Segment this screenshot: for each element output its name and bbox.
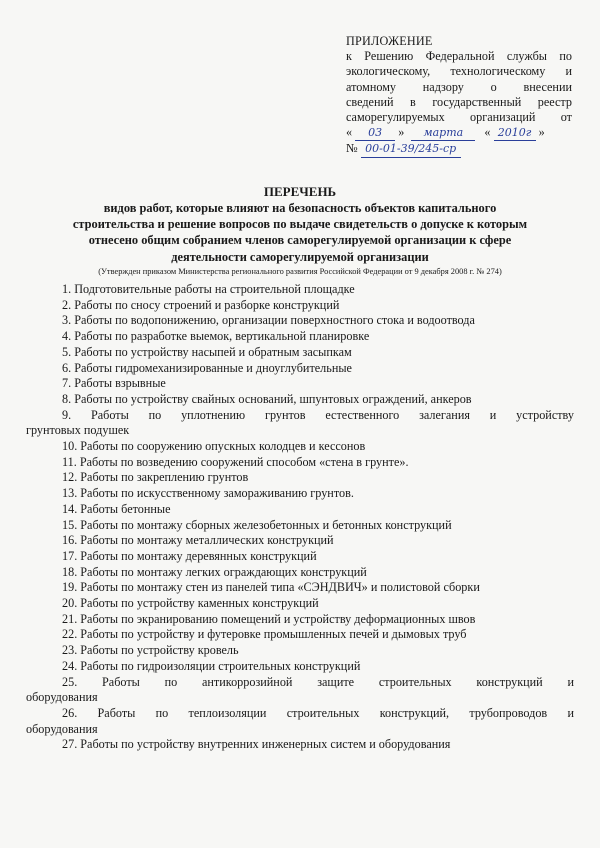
list-item: 7. Работы взрывные bbox=[62, 376, 166, 391]
subtitle-line: отнесено общим собранием членов саморегулируемой организации к сфере bbox=[88, 233, 512, 248]
list-item: 23. Работы по устройству кровель bbox=[62, 643, 239, 658]
appendix-line: атомному надзору о внесении bbox=[346, 79, 572, 94]
list-item: 22. Работы по устройству и футеровке промышленных печей и дымовых труб bbox=[62, 627, 467, 642]
list-item: 27. Работы по устройству внутренних инженерных систем и оборудования bbox=[62, 737, 451, 752]
appendix-block bbox=[346, 34, 572, 158]
appendix-line: экологическому, технологическому и bbox=[346, 64, 572, 79]
handwritten-year: 2010г bbox=[494, 125, 536, 141]
subtitle-line: видов работ, которые влияют на безопасность объектов капитального bbox=[103, 201, 497, 215]
list-item: 19. Работы по монтажу стен из панелей типа «СЭНДВИЧ» и полистовой сборки bbox=[62, 580, 480, 595]
subtitle-line: строительства и решение вопросов по выдаче свидетельств о допуске к которым bbox=[72, 217, 528, 232]
list-item: 4. Работы по разработке выемок, вертикальной планировке bbox=[62, 329, 370, 344]
list-item: 20. Работы по устройству каменных конструкций bbox=[62, 596, 319, 611]
list-item-continuation: оборудования bbox=[26, 690, 98, 705]
list-item: 13. Работы по искусственному замораживанию грунтов. bbox=[62, 486, 354, 501]
number-sign: № bbox=[346, 141, 358, 156]
list-item: 11. Работы по возведению сооружений способом «стена в грунте». bbox=[62, 454, 409, 469]
title-block bbox=[40, 184, 560, 277]
list-item-continuation: оборудования bbox=[26, 721, 98, 736]
handwritten-number: 00-01-39/245-ср bbox=[361, 141, 461, 157]
list-item: 1. Подготовительные работы на строительной площадке bbox=[62, 282, 355, 296]
appendix-line: к Решению Федеральной службы по bbox=[346, 49, 572, 64]
work-types-list bbox=[26, 282, 574, 753]
document-title: ПЕРЕЧЕНЬ bbox=[263, 184, 337, 199]
list-item: 5. Работы по устройству насыпей и обратным засыпкам bbox=[62, 344, 352, 359]
list-item: 2. Работы по сносу строений и разборке конструкций bbox=[62, 297, 340, 312]
list-item: 9. Работы по уплотнению грунтов естественного залегания и устройству bbox=[62, 407, 574, 422]
appendix-line: саморегулируемых организаций от bbox=[346, 110, 572, 125]
appendix-heading: ПРИЛОЖЕНИЕ bbox=[346, 34, 433, 48]
appendix-number bbox=[346, 141, 572, 157]
handwritten-month: марта bbox=[411, 125, 475, 141]
list-item: 26. Работы по теплоизоляции строительных конструкций, трубопроводов и bbox=[62, 705, 574, 720]
appendix-line: сведений в государственный реестр bbox=[346, 94, 572, 109]
list-item: 6. Работы гидромеханизированные и дноуглубительные bbox=[62, 360, 352, 375]
list-item: 3. Работы по водопонижению, организации поверхностного стока и водоотвода bbox=[62, 313, 475, 328]
list-item: 8. Работы по устройству свайных оснований, шпунтовых ограждений, анкеров bbox=[62, 391, 472, 406]
approval-note: (Утвержден приказом Министерства регионального развития Российской Федерации от 9 декабря 2008 г. № 274) bbox=[98, 266, 502, 276]
list-item: 15. Работы по монтажу сборных железобетонных и бетонных конструкций bbox=[62, 517, 452, 532]
list-item: 12. Работы по закреплению грунтов bbox=[62, 470, 249, 485]
list-item: 25. Работы по антикоррозийной защите строительных конструкций и bbox=[62, 674, 574, 689]
list-item: 16. Работы по монтажу металлических конструкций bbox=[62, 533, 334, 548]
appendix-date: « 03 » марта « 2010г » bbox=[346, 125, 572, 141]
list-item: 24. Работы по гидроизоляции строительных конструкций bbox=[62, 658, 361, 673]
handwritten-day: 03 bbox=[355, 125, 395, 141]
list-item: 10. Работы по сооружению опускных колодцев и кессонов bbox=[62, 439, 366, 454]
list-item: 18. Работы по монтажу легких ограждающих конструкций bbox=[62, 564, 367, 579]
list-item: 17. Работы по монтажу деревянных конструкций bbox=[62, 548, 317, 563]
subtitle-line: деятельности саморегулируемой организации bbox=[171, 249, 429, 264]
list-item: 21. Работы по экранированию помещений и устройству деформационных швов bbox=[62, 611, 476, 626]
list-item-continuation: грунтовых подушек bbox=[26, 423, 130, 438]
list-item: 14. Работы бетонные bbox=[62, 501, 171, 516]
